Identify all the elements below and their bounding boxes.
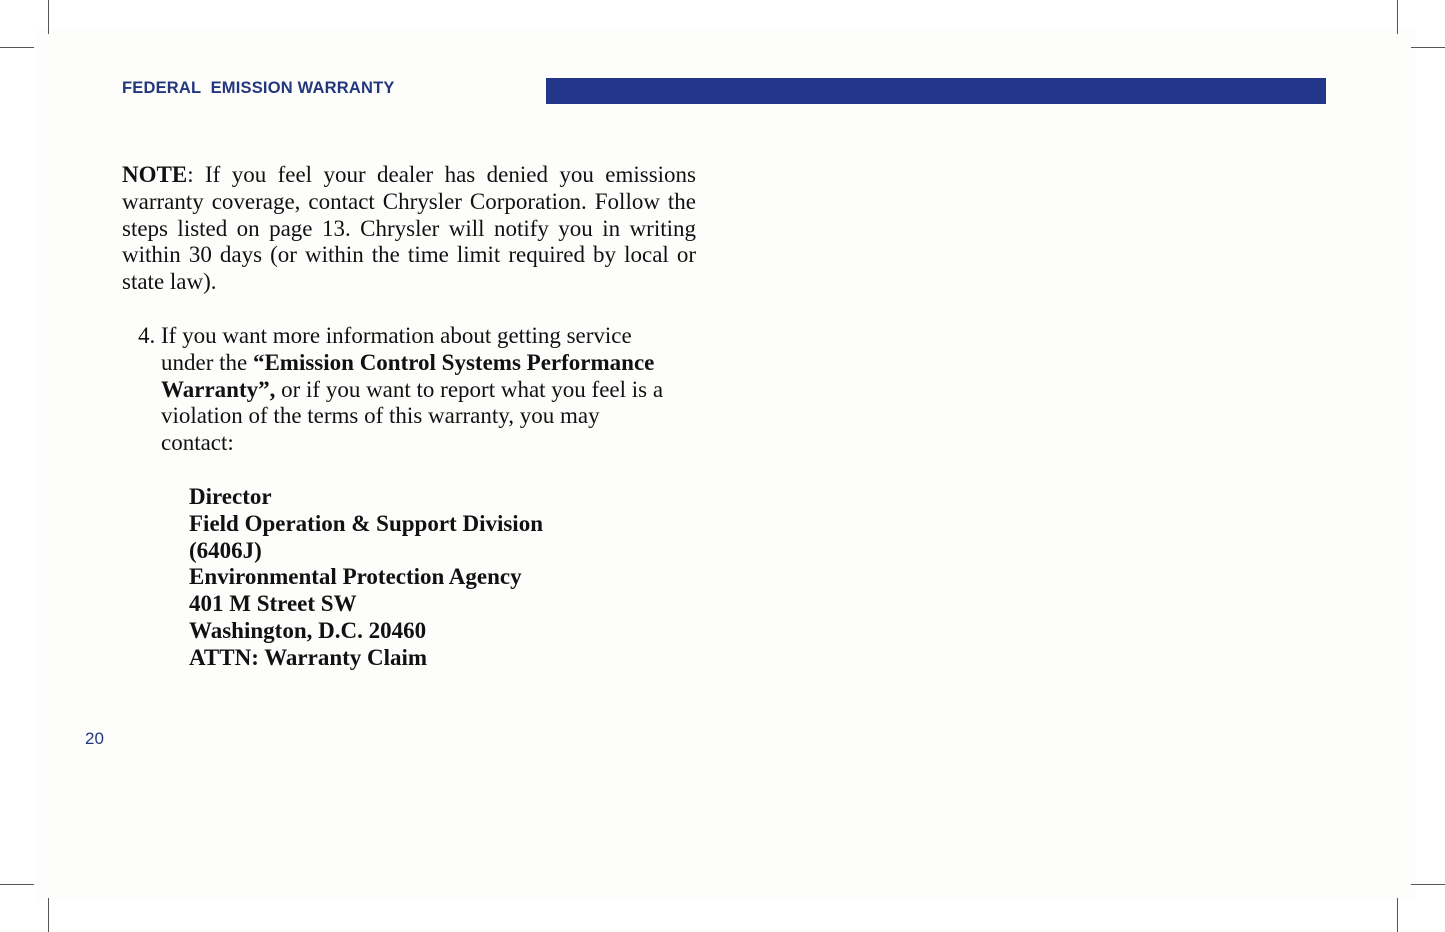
item-bold-title: “Emission Control Systems Performance Warranty”, <box>161 349 655 402</box>
crop-mark-left-top <box>0 47 34 48</box>
list-item-4 <box>138 323 678 457</box>
crop-mark-right-top <box>1411 47 1445 48</box>
list-item-text <box>161 323 678 457</box>
crop-mark-bottom-right <box>1397 898 1398 932</box>
crop-mark-bottom-left <box>48 898 49 932</box>
item-text-after: or if you want to report what you feel is a violation of the terms of this warranty, you may contact: <box>161 376 664 456</box>
contact-address <box>189 484 543 672</box>
crop-mark-top-right <box>1397 0 1398 34</box>
crop-mark-right-bottom <box>1411 884 1445 885</box>
section-header-bar <box>546 78 1326 104</box>
section-header-title: FEDERAL EMISSION WARRANTY <box>122 79 395 97</box>
note-label: NOTE <box>122 162 188 187</box>
address-line: ATTN: Warranty Claim <box>189 644 428 670</box>
crop-mark-top-left <box>48 0 49 34</box>
page-number: 20 <box>85 729 104 748</box>
list-item-number: 4. <box>138 323 156 348</box>
note-paragraph <box>122 162 696 296</box>
address-line: (6406J) <box>189 537 262 563</box>
item-text-before: If you want more information about getting service under the <box>161 323 632 375</box>
address-line: Director <box>189 484 272 509</box>
note-text: : If you feel your dealer has denied you emissions warranty coverage, contact Chrysler Corporation. Follow the steps listed on page 13. Chrysler will notify you in writing within 30 days (or within the time limit required by local or state law). <box>122 162 696 295</box>
address-line: Environmental Protection Agency <box>189 564 522 590</box>
address-line: Field Operation & Support Division <box>189 510 543 536</box>
address-line: 401 M Street SW <box>189 591 357 617</box>
address-line: Washington, D.C. 20460 <box>189 617 427 643</box>
page-area <box>36 30 1416 902</box>
crop-mark-left-bottom <box>0 884 34 885</box>
